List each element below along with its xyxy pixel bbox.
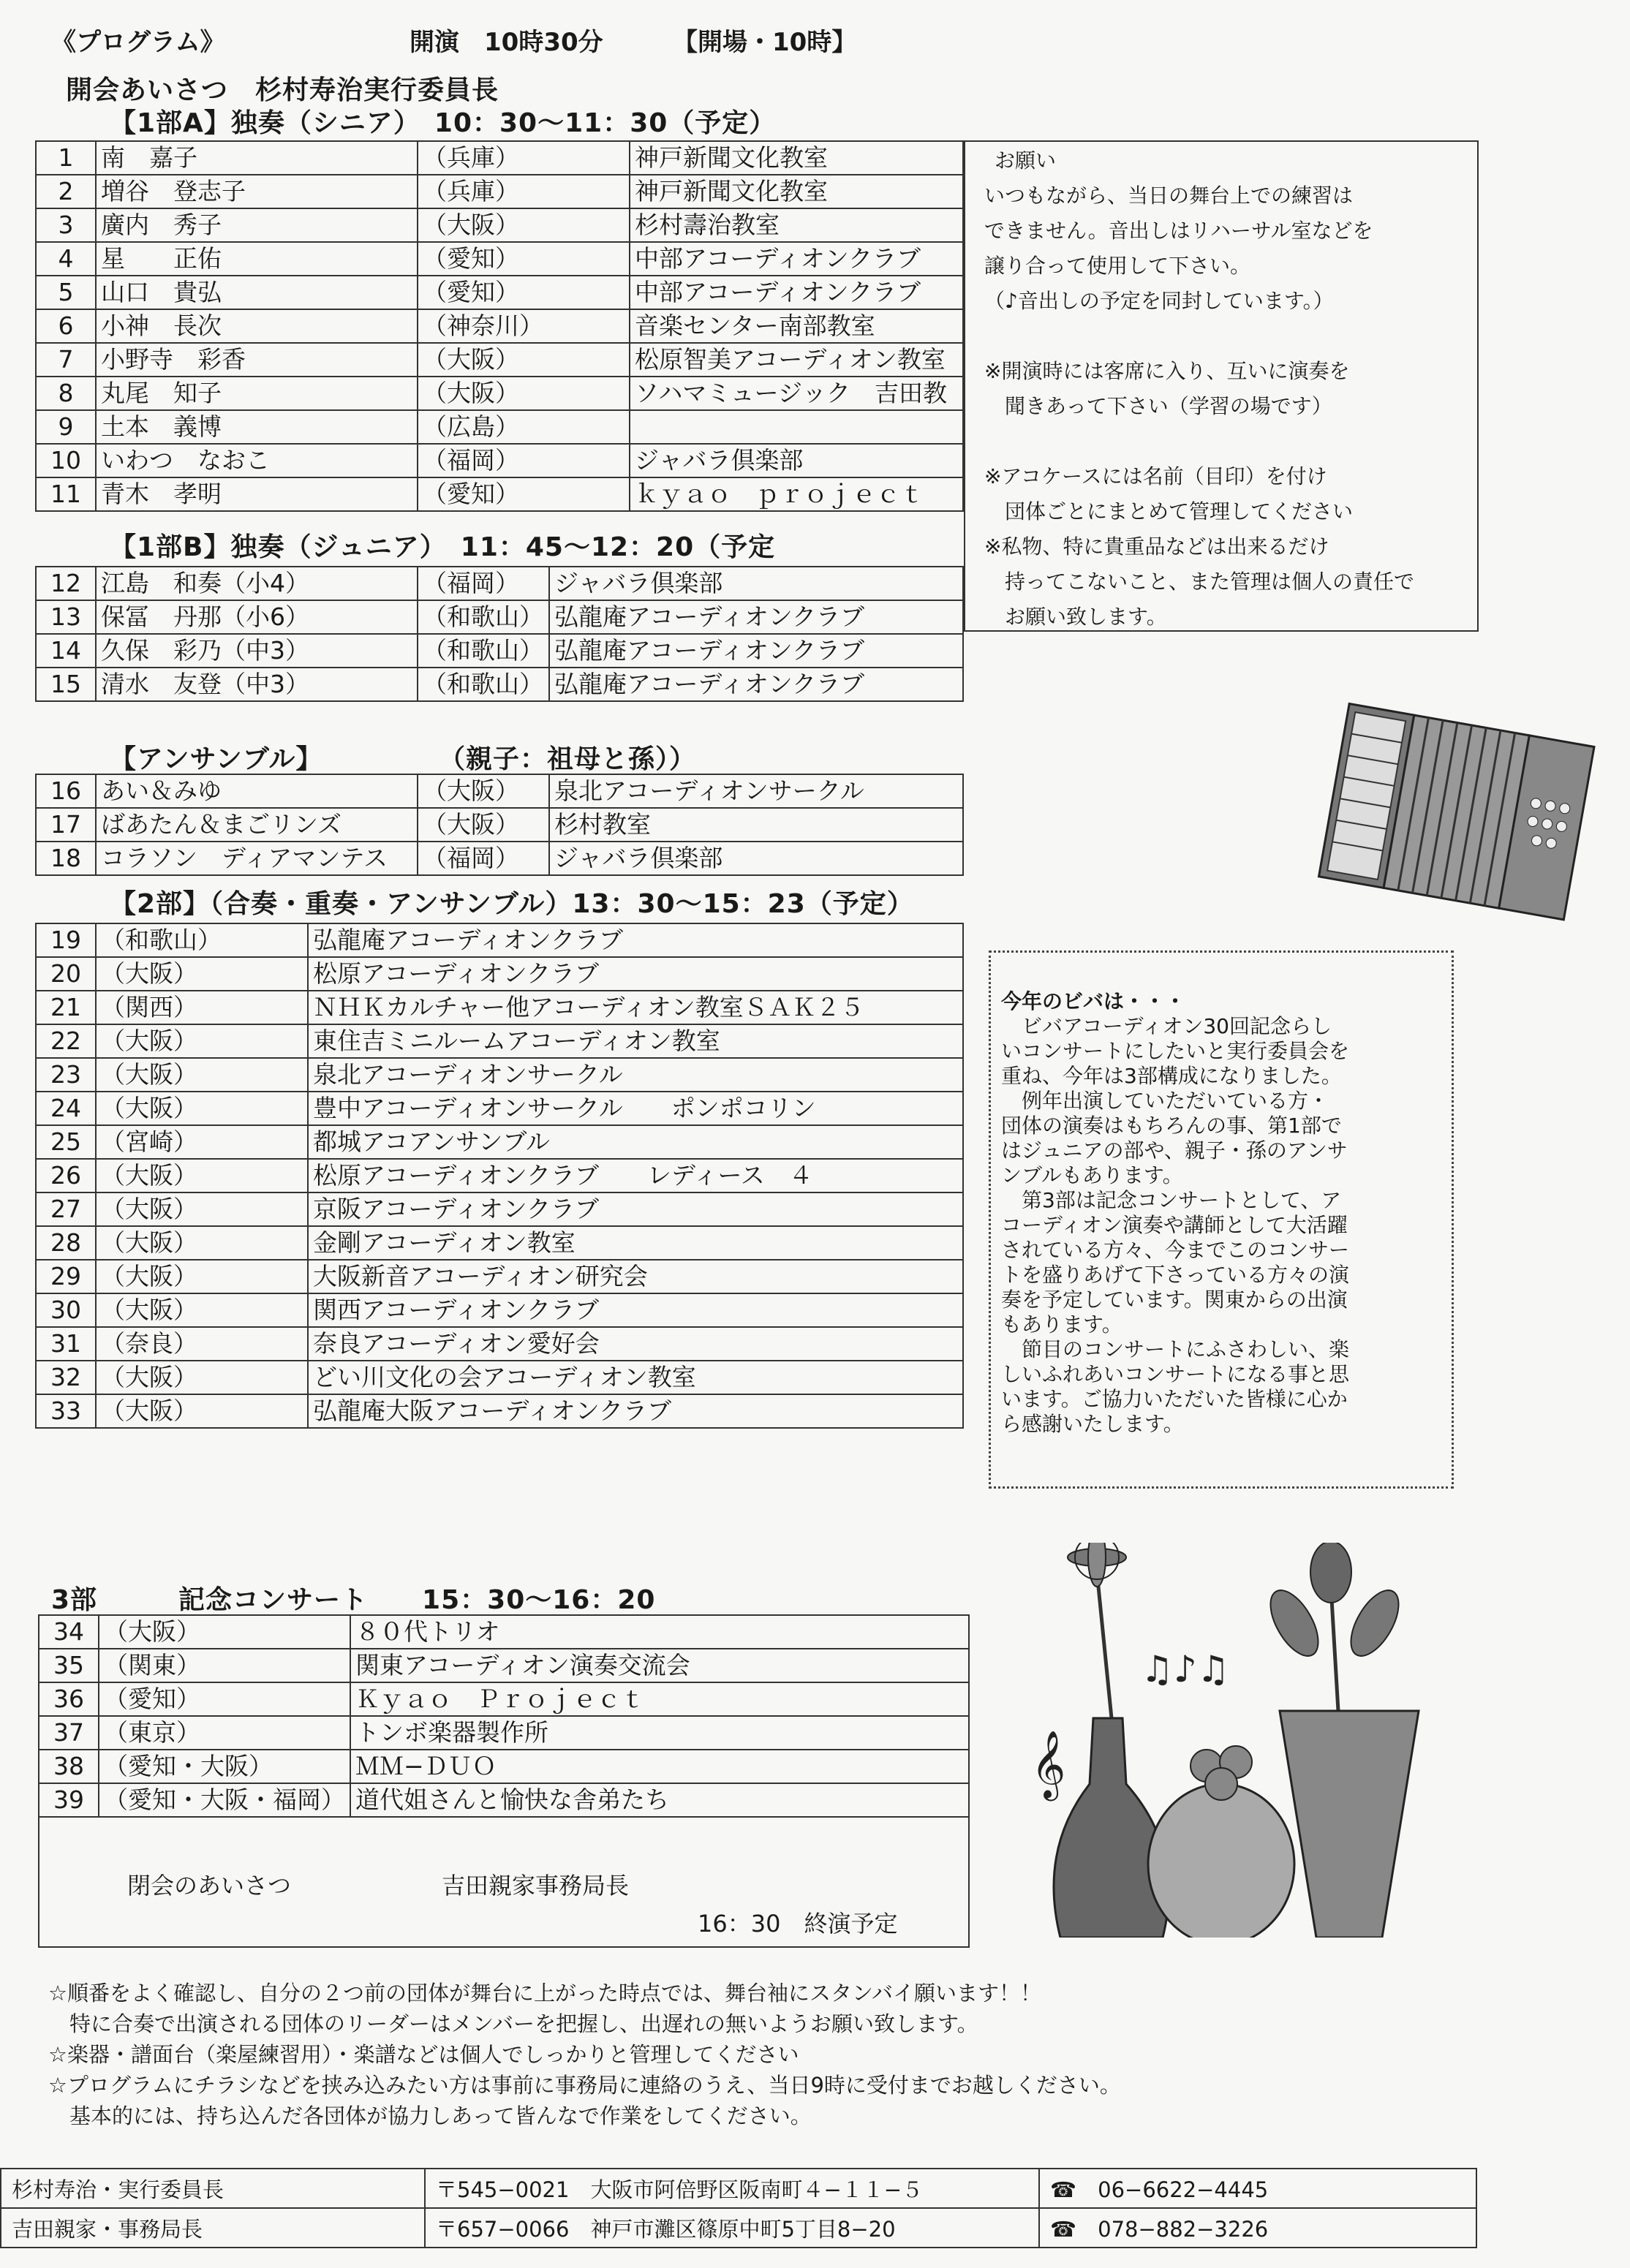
cell-group: トンボ楽器製作所: [350, 1716, 969, 1750]
table-row: [36, 1159, 963, 1192]
cell-name: 小野寺 彩香: [96, 343, 418, 377]
notes-box: [964, 140, 1479, 632]
cell-group: ジャバラ倶楽部: [549, 842, 963, 875]
cell-region: （兵庫）: [418, 141, 630, 175]
cell-region: （大阪）: [96, 1058, 308, 1092]
cell-group: ジャバラ倶楽部: [549, 567, 963, 600]
cell-name: 南 嘉子: [96, 141, 418, 175]
table-row: [36, 1394, 963, 1428]
closing-person: 吉田親家事務局長: [442, 1872, 630, 1900]
cell-region: （大阪）: [96, 1192, 308, 1226]
text-line: 特に合奏で出演される団体のリーダーはメンバーを把握し、出遅れの無いようお願い致します。: [48, 2011, 978, 2036]
text-line: 節目のコンサートにふさわしい、楽: [1001, 1337, 1350, 1361]
table-row: [39, 1783, 969, 1817]
cell-region: （大阪）: [418, 343, 630, 377]
vase-middle-icon: [1148, 1746, 1294, 1938]
text-line: 持ってこないこと、また管理は個人の責任で: [984, 570, 1415, 594]
text-line: ら感謝いたします。: [1001, 1412, 1184, 1436]
table-row: [36, 309, 963, 343]
cell-no: 28: [36, 1226, 96, 1260]
cell-no: 36: [39, 1682, 99, 1716]
text-line: 重ね、今年は3部構成になりました。: [1001, 1064, 1342, 1088]
cell-group: 杉村壽治教室: [630, 208, 963, 242]
cell-name: あい＆みゆ: [96, 774, 418, 808]
cell-group: 金剛アコーディオン教室: [308, 1226, 963, 1260]
cell-no: 17: [36, 808, 96, 842]
cell-group: Ｋｙａｏ Ｐｒｏｊｅｃｔ: [350, 1682, 969, 1716]
cell-region: （大阪）: [418, 208, 630, 242]
accordion-illustration: [1287, 680, 1630, 958]
table-row: [36, 175, 963, 208]
text-line: 例年出演していただいている方・: [1001, 1089, 1329, 1113]
cell-region: （大阪）: [96, 1092, 308, 1125]
cell-no: 11: [36, 477, 96, 511]
table-row: [1, 2169, 1476, 2208]
table-row: [36, 600, 963, 634]
table-row: [39, 1750, 969, 1783]
cell-group: 弘龍庵アコーディオンクラブ: [549, 600, 963, 634]
cell-no: 8: [36, 377, 96, 410]
table-row: [36, 923, 963, 957]
cell-group: 大阪新音アコーディオン研究会: [308, 1260, 963, 1293]
cell-no: 20: [36, 957, 96, 991]
cell-no: 24: [36, 1092, 96, 1125]
footer-notes: [48, 1978, 1121, 2131]
table-row: [39, 1682, 969, 1716]
cell-region: （関西）: [96, 991, 308, 1024]
table-row: [1, 2208, 1476, 2248]
cell-no: 13: [36, 600, 96, 634]
cell-no: 16: [36, 774, 96, 808]
table-row: [36, 1058, 963, 1092]
cell-group: 関東アコーディオン演奏交流会: [350, 1649, 969, 1682]
vase-right-icon: [1280, 1711, 1419, 1938]
cell-address: 〒657−0066 神戸市灘区篠原中町5丁目8−20: [425, 2208, 1039, 2248]
cell-region: （大阪）: [96, 1024, 308, 1058]
text-line: ※開演時には客席に入り、互いに演奏を: [984, 359, 1350, 383]
cell-name: コラソン ディアマンテス: [96, 842, 418, 875]
cell-group: ＮＨＫカルチャー他アコーディオン教室ＳＡＫ２５: [308, 991, 963, 1024]
table-row: [36, 410, 963, 444]
cell-region: （愛知）: [418, 276, 630, 309]
cell-name: 星 正佑: [96, 242, 418, 276]
cell-no: 33: [36, 1394, 96, 1428]
text-line: 聞きあって下さい（学習の場です）: [984, 394, 1332, 418]
cell-group: 泉北アコーディオンサークル: [549, 774, 963, 808]
cell-region: （大阪）: [96, 1226, 308, 1260]
cell-name: いわつ なおこ: [96, 444, 418, 477]
table-row: [36, 141, 963, 175]
text-line: ※私物、特に貴重品などは出来るだけ: [984, 534, 1329, 559]
news-title: 今年のビバは・・・: [1001, 989, 1186, 1013]
cell-region: （大阪）: [418, 377, 630, 410]
ensemble-subtitle: （親子：祖母と孫））: [439, 744, 697, 774]
text-line: いつもながら、当日の舞台上での練習は: [984, 184, 1354, 208]
svg-text:♫♪♫: ♫♪♫: [1141, 1648, 1230, 1690]
cell-name: 丸尾 知子: [96, 377, 418, 410]
cell-name: 土本 義博: [96, 410, 418, 444]
table-row: [39, 1716, 969, 1750]
text-line: 基本的には、持ち込んだ各団体が協力しあって皆んなで作業をしてください。: [48, 2103, 812, 2128]
cell-no: 26: [36, 1159, 96, 1192]
news-body: [1001, 1014, 1349, 1437]
cell-region: （大阪）: [96, 1260, 308, 1293]
cell-group: 松原智美アコーディオン教室: [630, 343, 963, 377]
cell-region: （福岡）: [418, 842, 549, 875]
cell-region: （兵庫）: [418, 175, 630, 208]
cell-group: 音楽センター南部教室: [630, 309, 963, 343]
svg-text:𝄞: 𝄞: [1031, 1730, 1066, 1798]
cell-group: どい川文化の会アコーディオン教室: [308, 1361, 963, 1394]
cell-name: 青木 孝明: [96, 477, 418, 511]
cell-role: 杉村寿治・実行委員長: [1, 2169, 425, 2208]
text-line: います。ご協力いただいた皆様に心か: [1001, 1387, 1348, 1411]
cell-group: ＭＭ−ＤＵＯ: [350, 1750, 969, 1783]
notes-title: お願い: [995, 148, 1057, 173]
text-line: コーディオン演奏や講師として大活躍: [1001, 1213, 1348, 1237]
cell-role: 吉田親家・事務局長: [1, 2208, 425, 2248]
table-row: [39, 1615, 969, 1649]
table-row: [36, 842, 963, 875]
cell-group: 道代姐さんと愉快な舎弟たち: [350, 1783, 969, 1817]
ensemble-table: [35, 774, 964, 876]
text-line: ビバアコーディオン30回記念らし: [1001, 1014, 1332, 1038]
cell-no: 5: [36, 276, 96, 309]
cell-name: 久保 彩乃（中3）: [96, 634, 418, 668]
text-line: [984, 319, 1414, 354]
cell-group: 杉村教室: [549, 808, 963, 842]
cell-group: 弘龍庵大阪アコーディオンクラブ: [308, 1394, 963, 1428]
cell-region: （大阪）: [96, 957, 308, 991]
cell-group: 松原アコーディオンクラブ レディース ４: [308, 1159, 963, 1192]
cell-name: 保冨 丹那（小6）: [96, 600, 418, 634]
cell-group: 中部アコーディオンクラブ: [630, 276, 963, 309]
text-line: ンブルもあります。: [1001, 1163, 1183, 1187]
cell-group: 松原アコーディオンクラブ: [308, 957, 963, 991]
cell-region: （東京）: [99, 1716, 350, 1750]
text-line: いコンサートにしたいと実行委員会を: [1001, 1039, 1350, 1063]
table-row: [36, 1226, 963, 1260]
cell-no: 23: [36, 1058, 96, 1092]
table-row: [36, 444, 963, 477]
text-line: されている方々、今までこのコンサー: [1001, 1238, 1350, 1262]
cell-no: 6: [36, 309, 96, 343]
cell-region: （愛知・大阪）: [99, 1750, 350, 1783]
cell-region: （大阪）: [418, 808, 549, 842]
cell-group: 泉北アコーディオンサークル: [308, 1058, 963, 1092]
end-time: 16：30 終演予定: [698, 1910, 898, 1938]
cell-no: 12: [36, 567, 96, 600]
text-line: ☆プログラムにチラシなどを挟み込みたい方は事前に事務局に連絡のうえ、当日9時に受付までお越しください。: [48, 2073, 1121, 2098]
table-row: [36, 567, 963, 600]
part1a-title: 【1部A】独奏（シニア） 10：30〜11：30（予定）: [110, 108, 777, 138]
notes-lines: [984, 178, 1414, 635]
cell-name: ばあたん＆まごリンズ: [96, 808, 418, 842]
cell-name: 江島 和奏（小4）: [96, 567, 418, 600]
cell-region: （大阪）: [99, 1615, 350, 1649]
cell-name: 清水 友登（中3）: [96, 668, 418, 701]
table-row: [36, 1024, 963, 1058]
cell-region: （大阪）: [96, 1159, 308, 1192]
cell-group: ｋｙａｏ ｐｒｏｊｅｃｔ: [630, 477, 963, 511]
part2-table: [35, 923, 964, 1429]
cell-group: ジャバラ倶楽部: [630, 444, 963, 477]
table-row: [36, 1293, 963, 1327]
cell-group: 奈良アコーディオン愛好会: [308, 1327, 963, 1361]
cell-group: 東住吉ミニルームアコーディオン教室: [308, 1024, 963, 1058]
cell-address: 〒545−0021 大阪市阿倍野区阪南町４−１１−５: [425, 2169, 1039, 2208]
cell-no: 3: [36, 208, 96, 242]
opening-greeting: 開会あいさつ 杉村寿治実行委員長: [66, 75, 499, 105]
cell-no: 25: [36, 1125, 96, 1159]
cell-no: 22: [36, 1024, 96, 1058]
cell-name: 小神 長次: [96, 309, 418, 343]
table-row: [36, 957, 963, 991]
text-line: 譲り合って使用して下さい。: [984, 254, 1251, 278]
text-line: 団体ごとにまとめて管理してください: [984, 499, 1354, 523]
cell-no: 19: [36, 923, 96, 957]
cell-no: 14: [36, 634, 96, 668]
cell-group: 神戸新聞文化教室: [630, 141, 963, 175]
ensemble-title: 【アンサンブル】: [110, 744, 323, 774]
doors-time: 【開場・10時】: [673, 28, 857, 57]
cell-region: （愛知・大阪・福岡）: [99, 1783, 350, 1817]
table-row: [36, 634, 963, 668]
cell-group: 弘龍庵アコーディオンクラブ: [308, 923, 963, 957]
program-label: 《プログラム》: [51, 28, 225, 57]
cell-no: 38: [39, 1750, 99, 1783]
table-row: [36, 774, 963, 808]
part1a-table: [35, 140, 964, 512]
table-row: [36, 668, 963, 701]
cell-name: 山口 貴弘: [96, 276, 418, 309]
cell-no: 4: [36, 242, 96, 276]
table-row: [36, 1260, 963, 1293]
cell-region: （福岡）: [418, 444, 630, 477]
cell-group: 神戸新聞文化教室: [630, 175, 963, 208]
cell-no: 27: [36, 1192, 96, 1226]
cell-group: 弘龍庵アコーディオンクラブ: [549, 634, 963, 668]
cell-region: （和歌山）: [96, 923, 308, 957]
cell-region: （奈良）: [96, 1327, 308, 1361]
vase-left-icon: [1054, 1718, 1169, 1938]
cell-region: （和歌山）: [418, 634, 549, 668]
closing-greeting: 閉会のあいさつ: [127, 1872, 292, 1900]
table-row: [36, 208, 963, 242]
text-line: はジュニアの部や、親子・孫のアンサ: [1001, 1138, 1348, 1163]
contacts-table: [0, 2168, 1477, 2248]
tulip-icon: [1261, 1543, 1408, 1711]
cell-name: 増谷 登志子: [96, 175, 418, 208]
cell-region: （和歌山）: [418, 600, 549, 634]
cell-no: 15: [36, 668, 96, 701]
cell-group: 都城アコアンサンブル: [308, 1125, 963, 1159]
table-row: [36, 242, 963, 276]
cell-region: （関東）: [99, 1649, 350, 1682]
text-line: ☆順番をよく確認し、自分の２つ前の団体が舞台に上がった時点では、舞台袖にスタンバイ願います！！: [48, 1981, 1041, 2006]
cell-region: （和歌山）: [418, 668, 549, 701]
cell-no: 30: [36, 1293, 96, 1327]
cell-no: 7: [36, 343, 96, 377]
cell-region: （愛知）: [99, 1682, 350, 1716]
table-row: [36, 808, 963, 842]
table-row: [36, 477, 963, 511]
cell-region: （宮崎）: [96, 1125, 308, 1159]
text-line: トを盛りあげて下さっている方々の演: [1001, 1263, 1350, 1287]
cell-no: 34: [39, 1615, 99, 1649]
cell-name: 廣内 秀子: [96, 208, 418, 242]
cell-no: 1: [36, 141, 96, 175]
part3-box: [38, 1614, 970, 1948]
cell-no: 29: [36, 1260, 96, 1293]
table-row: [36, 1361, 963, 1394]
text-line: もあります。: [1001, 1312, 1122, 1337]
part1b-title: 【1部B】独奏（ジュニア） 11：45〜12：20（予定: [110, 532, 776, 562]
cell-region: （福岡）: [418, 567, 549, 600]
part3-table: [38, 1614, 970, 1818]
table-row: [36, 343, 963, 377]
cell-group: 京阪アコーディオンクラブ: [308, 1192, 963, 1226]
news-box: [989, 950, 1454, 1489]
table-row: [36, 1125, 963, 1159]
cell-phone: ☎ 06−6622−4445: [1039, 2169, 1476, 2208]
text-line: できません。音出しはリハーサル室などを: [984, 219, 1373, 243]
cell-group: 弘龍庵アコーディオンクラブ: [549, 668, 963, 701]
table-row: [36, 1192, 963, 1226]
cell-no: 2: [36, 175, 96, 208]
text-line: 奏を予定しています。関東からの出演: [1001, 1288, 1348, 1312]
flower-vase-illustration: [1024, 1543, 1433, 1938]
cell-group: 豊中アコーディオンサークル ポンポコリン: [308, 1092, 963, 1125]
cell-region: （大阪）: [96, 1394, 308, 1428]
table-row: [36, 1327, 963, 1361]
text-line: しいふれあいコンサートになる事と思: [1001, 1362, 1350, 1386]
cell-region: （大阪）: [96, 1361, 308, 1394]
cell-region: （大阪）: [96, 1293, 308, 1327]
part2-title: 【2部】（合奏・重奏・アンサンブル）13：30〜15：23（予定）: [110, 889, 914, 919]
text-line: （♪音出しの予定を同封しています。）: [984, 289, 1334, 313]
cell-group: ８０代トリオ: [350, 1615, 969, 1649]
cell-no: 18: [36, 842, 96, 875]
part1b-table: [35, 566, 964, 702]
cell-group: ソハマミュージック 吉田教: [630, 377, 963, 410]
cell-region: （神奈川）: [418, 309, 630, 343]
cell-no: 39: [39, 1783, 99, 1817]
table-row: [36, 991, 963, 1024]
text-line: ☆楽器・譜面台（楽屋練習用）・楽譜などは個人でしっかりと管理してください: [48, 2042, 799, 2067]
start-time: 開演 10時30分: [410, 28, 603, 57]
cell-group: 関西アコーディオンクラブ: [308, 1293, 963, 1327]
cell-no: 10: [36, 444, 96, 477]
cell-no: 9: [36, 410, 96, 444]
table-row: [36, 1092, 963, 1125]
cell-region: （愛知）: [418, 477, 630, 511]
table-row: [36, 276, 963, 309]
text-line: [984, 424, 1414, 459]
cell-no: 31: [36, 1327, 96, 1361]
cell-region: （広島）: [418, 410, 630, 444]
text-line: 団体の演奏はもちろんの事、第1部で: [1001, 1114, 1342, 1138]
part3-title: 3部 記念コンサート 15：30〜16：20: [51, 1585, 656, 1615]
cell-group: 中部アコーディオンクラブ: [630, 242, 963, 276]
text-line: 第3部は記念コンサートとして、ア: [1001, 1188, 1342, 1212]
table-row: [36, 377, 963, 410]
cell-group: [630, 410, 963, 444]
flower-icon: [1068, 1543, 1126, 1718]
text-line: お願い致します。: [984, 605, 1167, 629]
cell-region: （愛知）: [418, 242, 630, 276]
cell-no: 32: [36, 1361, 96, 1394]
cell-no: 35: [39, 1649, 99, 1682]
cell-phone: ☎ 078−882−3226: [1039, 2208, 1476, 2248]
cell-no: 21: [36, 991, 96, 1024]
cell-region: （大阪）: [418, 774, 549, 808]
cell-no: 37: [39, 1716, 99, 1750]
text-line: ※アコケースには名前（目印）を付け: [984, 464, 1327, 488]
table-row: [39, 1649, 969, 1682]
